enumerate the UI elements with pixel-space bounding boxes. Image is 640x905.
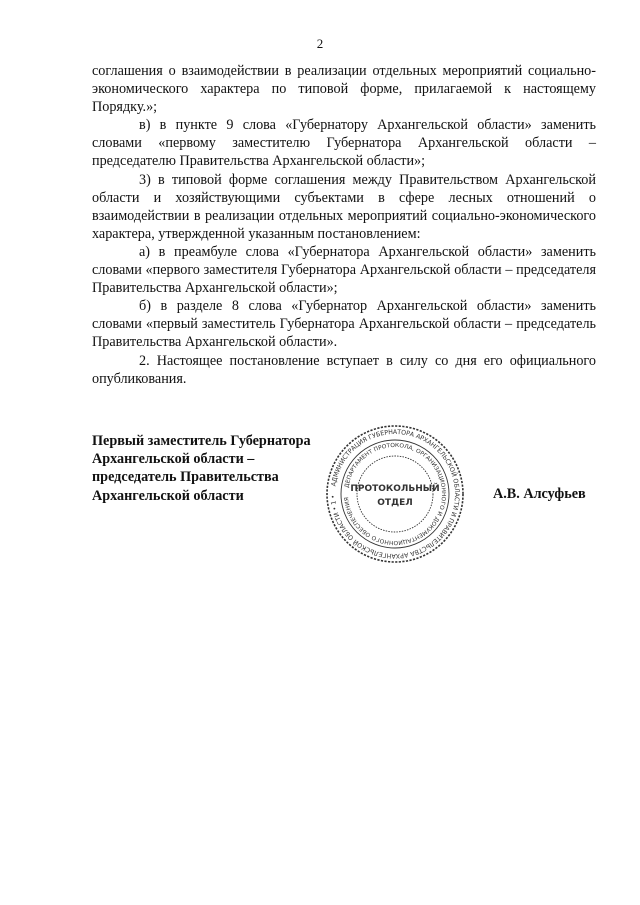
official-seal-stamp — [325, 424, 465, 564]
signatory-title-line: Архангельской области – — [92, 451, 255, 468]
page-number: 2 — [316, 36, 324, 51]
signatory-title-line: Первый заместитель Губернатора — [92, 433, 311, 449]
document-body — [92, 62, 596, 388]
paragraph-continuation: соглашения о взаимодействии в реализации отдельных мероприятий социально-экономического характера по типовой форме, прилагаемой к настоящему Порядку.»; — [92, 63, 596, 116]
paragraph-section-2: 2. Настоящее постановление вступает в силу со дня его официального опубликования. — [92, 352, 596, 387]
stamp-inner-ring-text: ДЕПАРТАМЕНТ ПРОТОКОЛА, ОРГАНИЗАЦИОННОГО И ДОКУМЕНТАЦИОННОГО ОБЕСПЕЧЕНИЯ — [344, 442, 447, 546]
signatory-title-line: Архангельской области — [92, 487, 244, 504]
stamp-outer-ring-text: АДМИНИСТРАЦИЯ ГУБЕРНАТОРА АРХАНГЕЛЬСКОЙ ОБЛАСТИ И ПРАВИТЕЛЬСТВА АРХАНГЕЛЬСКОЙ ОБЛАСТИ • 1 • — [328, 427, 462, 561]
paragraph-item-3: 3) в типовой форме соглашения между Правительством Архангельской области и хозяйствующими субъектами в сфере лесных отношений о взаимодействии в реализации отдельных мероприятий социально-экономического характера, утвержденной указанным постановлением: — [92, 171, 596, 242]
signatory-title-line: председатель Правительства — [92, 469, 279, 486]
paragraph-item-v: в) в пункте 9 слова «Губернатору Архангельской области» заменить словами «первому заместителю Губернатора Архангельской области – председателю Правительства Архангельской области»; — [92, 117, 596, 170]
paragraph-item-a: а) в преамбуле слова «Губернатора Архангельской области» заменить словами «первого заместителя Губернатора Архангельской области – председателя Правительства Архангельской области»; — [92, 243, 596, 297]
paragraph-item-b: б) в разделе 8 слова «Губернатор Архангельской области» заменить словами «первый заместитель Губернатора Архангельской области – председатель Правительства Архангельской области». — [92, 298, 596, 351]
stamp-center-line: ОТДЕЛ — [377, 498, 413, 508]
signatory-title — [92, 432, 352, 505]
stamp-center-line: ПРОТОКОЛЬНЫЙ — [350, 484, 440, 494]
signatory-name: А.В. Алсуфьев — [493, 486, 586, 502]
